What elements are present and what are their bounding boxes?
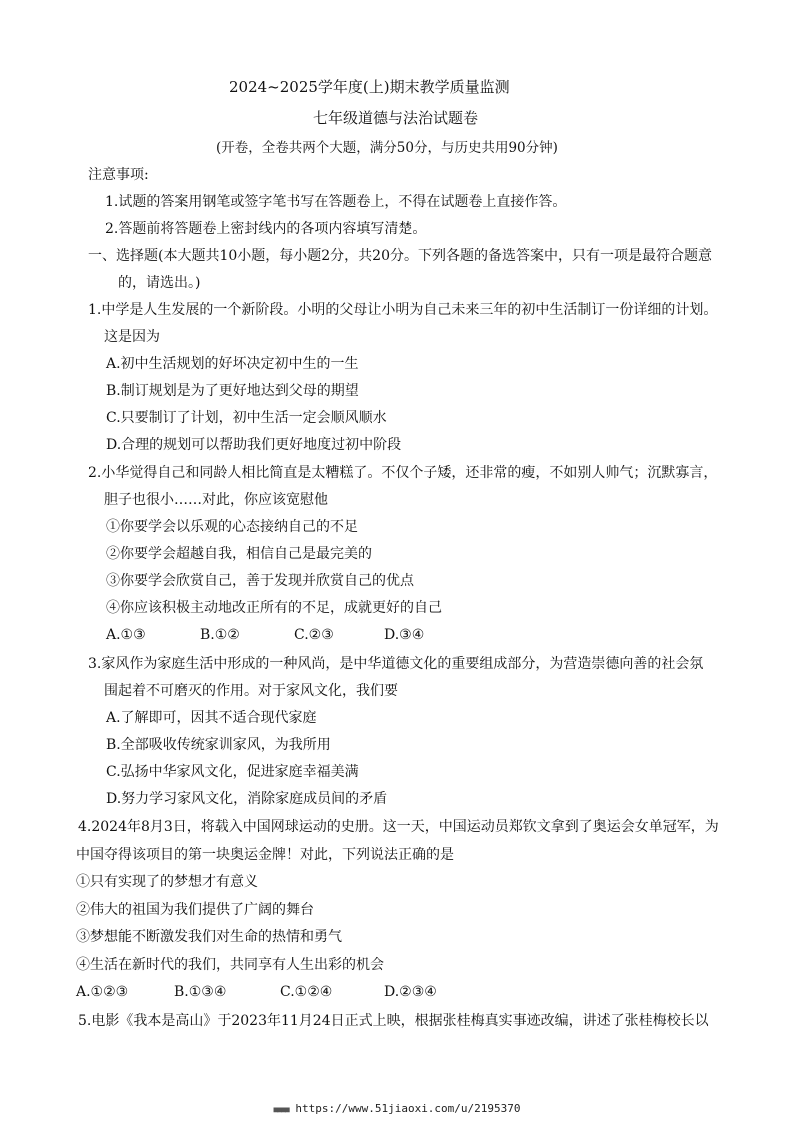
question-3-option-a: A.了解即可，因其不适合现代家庭 [106, 710, 317, 726]
question-4-stem-cont: 中国夺得该项目的第一块奥运金牌！对此，下列说法正确的是 [76, 847, 454, 863]
question-3-stem-cont: 围起着不可磨灭的作用。对于家风文化，我们要 [104, 683, 398, 699]
question-2-stem: 2.小华觉得自己和同龄人相比简直是太糟糕了。不仅个子矮，还非常的瘦，不如别人帅气；沉默寡言， [88, 465, 718, 481]
question-2-choice-c: C.②③ [294, 627, 334, 643]
question-4-statement-1: ①只有实现了的梦想才有意义 [76, 874, 258, 890]
note-item: 1.试题的答案用钢笔或签字笔书写在答题卷上，不得在试题卷上直接作答。 [105, 194, 567, 210]
exam-subject: 七年级道德与法治试题卷 [313, 109, 479, 127]
question-4-choice-c: C.①②④ [280, 984, 333, 1000]
question-1-option-b: B.制订规划是为了更好地达到父母的期望 [106, 383, 359, 399]
question-2-statement-4: ④你应该积极主动地改正所有的不足，成就更好的自己 [106, 600, 442, 616]
exam-title: 2024~2025学年度(上)期末教学质量监测 [229, 78, 510, 96]
notes-heading: 注意事项: [88, 167, 149, 183]
question-2-choice-a: A.①③ [106, 627, 146, 643]
question-1-option-d: D.合理的规划可以帮助我们更好地度过初中阶段 [106, 437, 402, 453]
question-1-stem: 1.中学是人生发展的一个新阶段。小明的父母让小明为自己未来三年的初中生活制订一份详细的计划。 [88, 302, 718, 318]
question-2-statement-3: ③你要学会欣赏自己，善于发现并欣赏自己的优点 [106, 573, 414, 589]
question-4-stem: 4.2024年8月3日，将载入中国网球运动的史册。这一天，中国运动员郑钦文拿到了奥运会女单冠军，为 [78, 819, 719, 835]
question-4-choice-a: A.①②③ [76, 984, 129, 1000]
question-1-stem-cont: 这是因为 [104, 329, 160, 345]
question-3-option-c: C.弘扬中华家风文化，促进家庭幸福美满 [106, 764, 359, 780]
footer-mark: ■■■■ [273, 1105, 289, 1114]
note-item: 2.答题前将答题卷上密封线内的各项内容填写清楚。 [105, 221, 427, 237]
question-3-stem: 3.家风作为家庭生活中形成的一种风尚，是中华道德文化的重要组成部分，为营造崇德向善的社会氛 [88, 656, 704, 672]
question-3-option-b: B.全部吸收传统家训家风，为我所用 [106, 737, 331, 753]
question-2-choice-b: B.①② [200, 627, 240, 643]
question-4-choice-d: D.②③④ [384, 984, 437, 1000]
question-1-option-c: C.只要制订了计划，初中生活一定会顺风顺水 [106, 410, 387, 426]
question-4-statement-3: ③梦想能不断激发我们对生命的热情和勇气 [76, 929, 342, 945]
section-instruction: 一、选择题(本大题共10小题，每小题2分，共20分。下列各题的备选答案中，只有一项是最符合题意 [88, 248, 712, 264]
page-footer [0, 1102, 794, 1115]
exam-info: (开卷，全卷共两个大题，满分50分，与历史共用90分钟) [216, 140, 558, 156]
question-4-statement-2: ②伟大的祖国为我们提供了广阔的舞台 [76, 902, 314, 918]
question-1-option-a: A.初中生活规划的好坏决定初中生的一生 [106, 356, 359, 372]
section-instruction-cont: 的，请选出。) [118, 275, 201, 291]
question-2-choice-d: D.③④ [384, 627, 425, 643]
question-4-choice-b: B.①③④ [174, 984, 227, 1000]
question-2-statement-1: ①你要学会以乐观的心态接纳自己的不足 [106, 519, 358, 535]
question-2-stem-cont: 胆子也很小……对此，你应该宽慰他 [104, 492, 328, 508]
question-3-option-d: D.努力学习家风文化，消除家庭成员间的矛盾 [106, 791, 388, 807]
question-4-statement-4: ④生活在新时代的我们，共同享有人生出彩的机会 [76, 957, 384, 973]
footer-url[interactable]: https://www.51jiaoxi.com/u/2195370 [295, 1102, 521, 1115]
question-2-statement-2: ②你要学会超越自我，相信自己是最完美的 [106, 546, 372, 562]
question-5-stem: 5.电影《我本是高山》于2023年11月24日正式上映，根据张桂梅真实事迹改编，讲述了张桂梅校长以 [78, 1013, 709, 1029]
